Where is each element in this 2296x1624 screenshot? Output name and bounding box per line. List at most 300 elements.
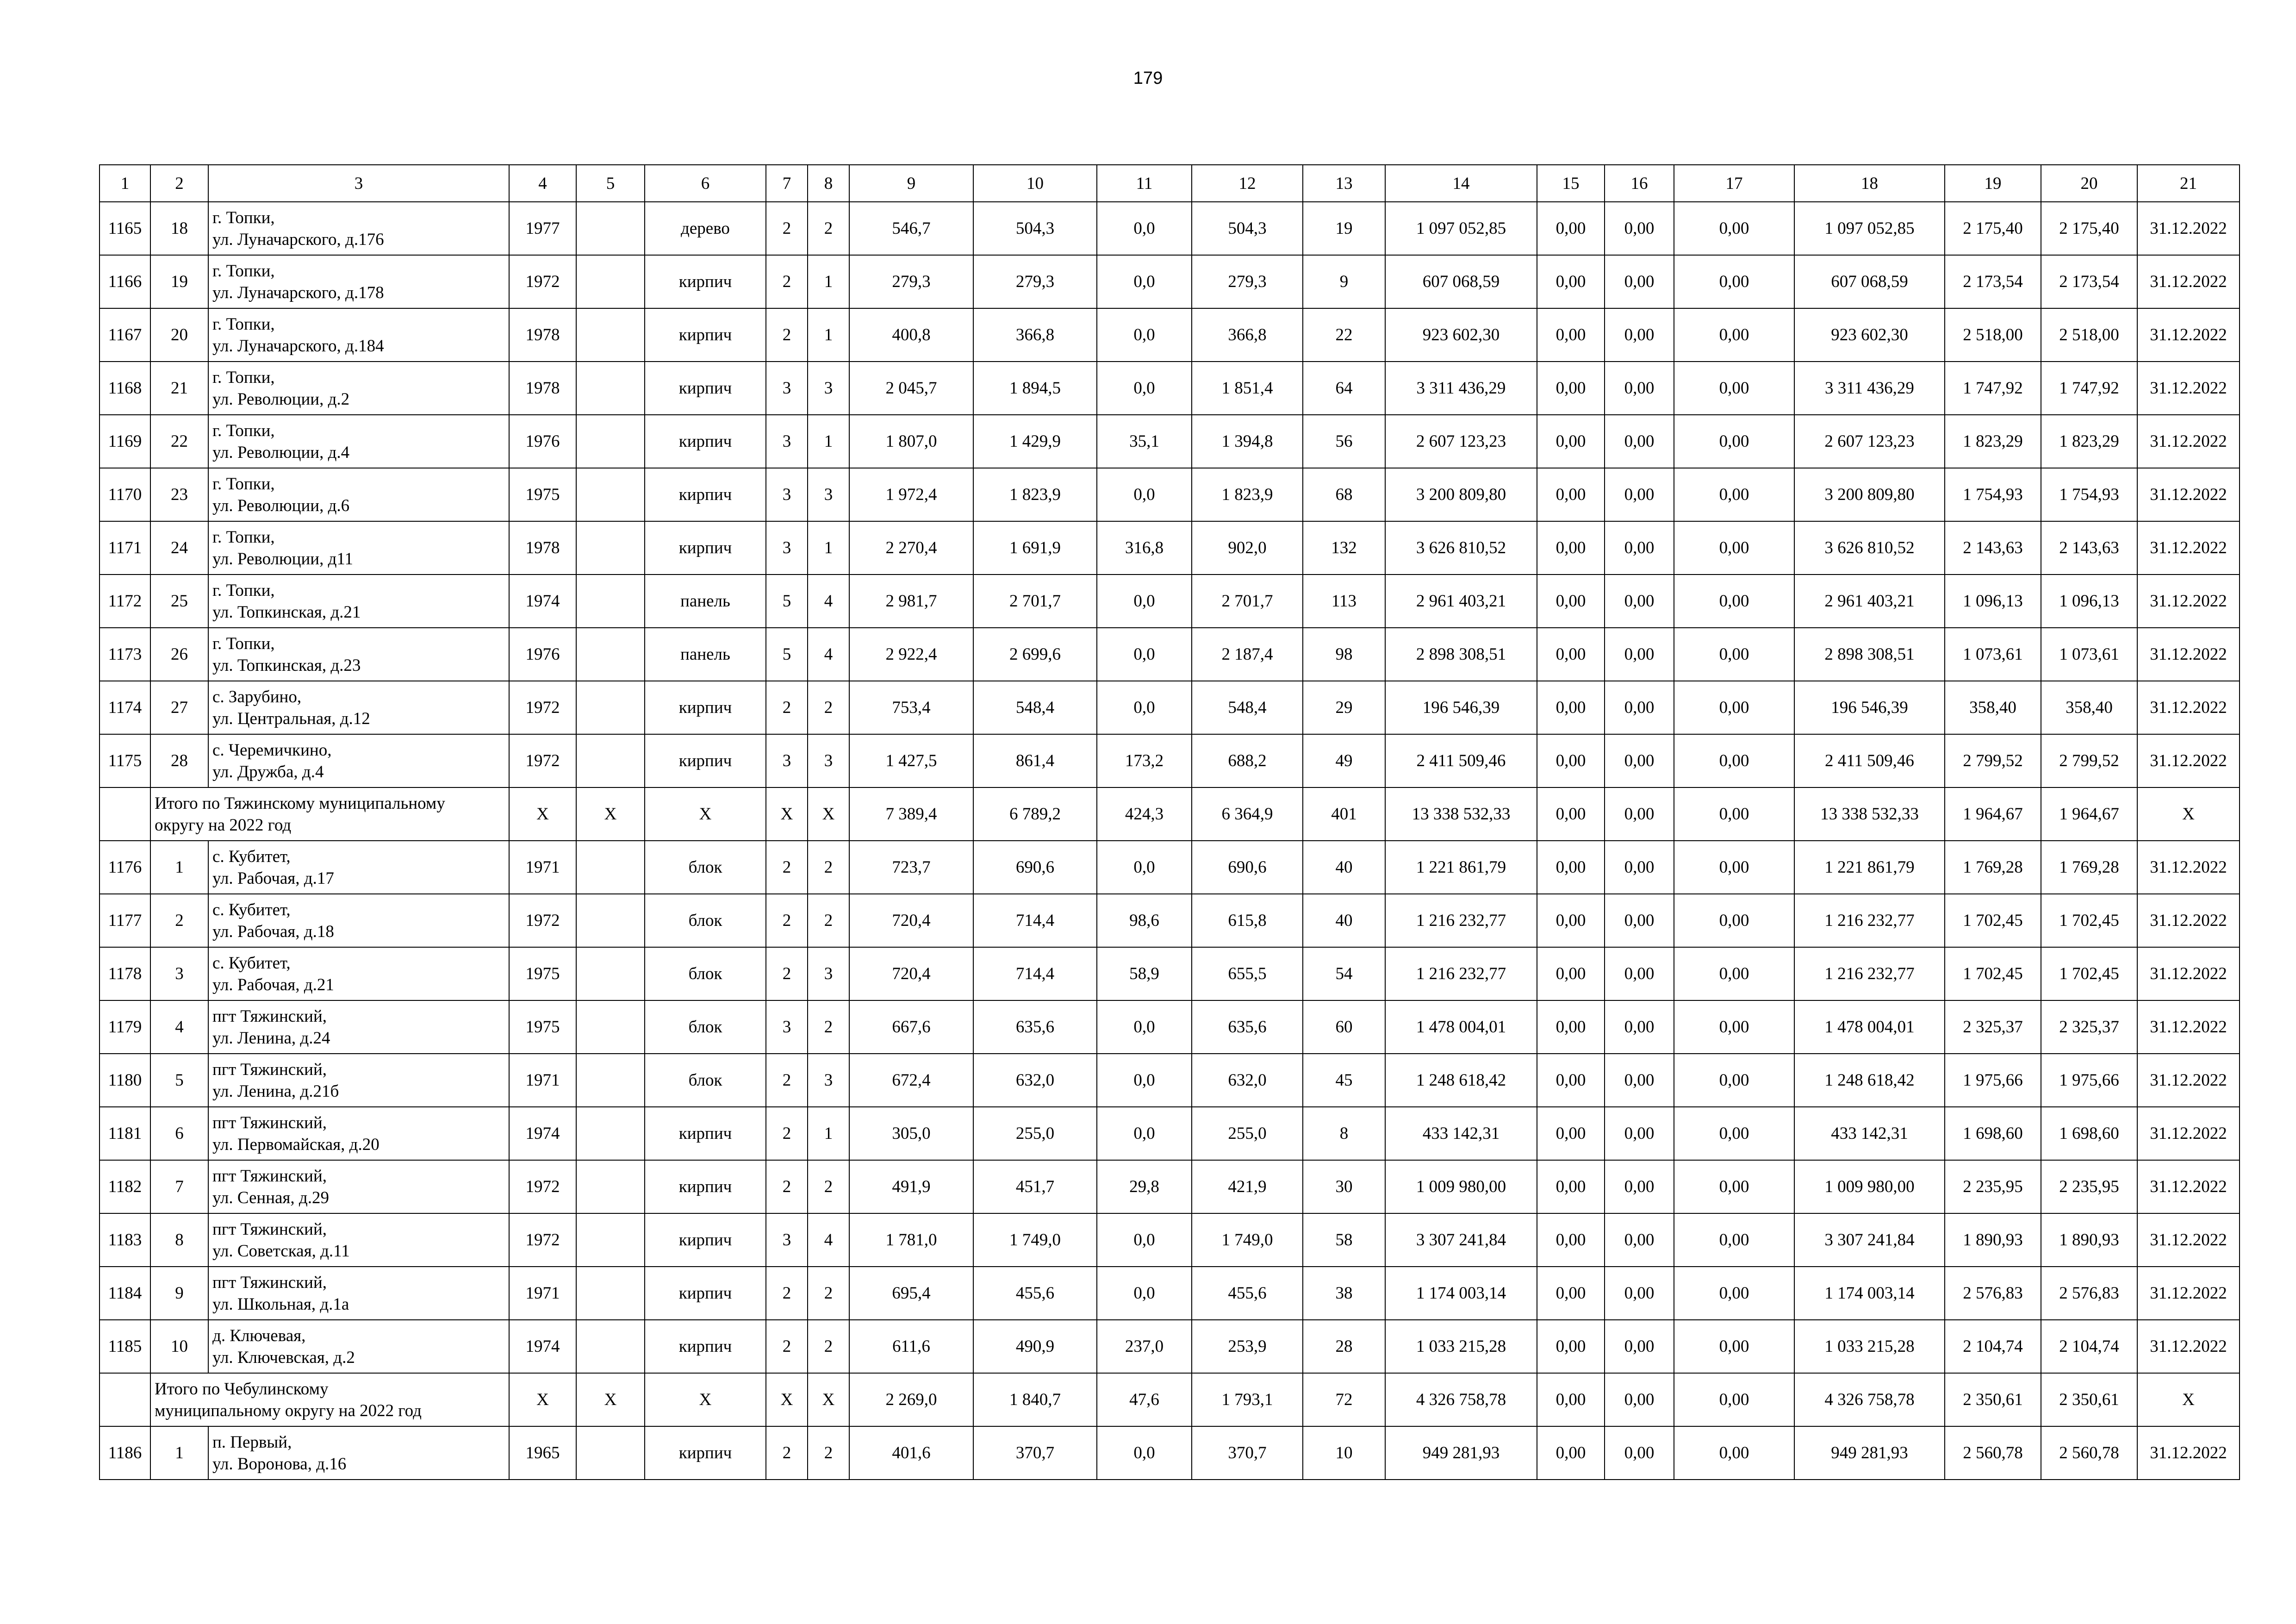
cell-c15: 0,00: [1537, 468, 1605, 521]
cell-c7: 2: [766, 1320, 808, 1373]
cell-c13: 38: [1303, 1267, 1385, 1320]
column-number-cell: 16: [1605, 165, 1674, 202]
cell-c11: 0,0: [1097, 1107, 1192, 1160]
cell-c9: 667,6: [849, 1000, 973, 1054]
column-number-cell: 8: [808, 165, 849, 202]
cell-c18: 3 307 241,84: [1794, 1213, 1945, 1267]
cell-c15: 0,00: [1537, 1426, 1605, 1480]
cell-c13: 56: [1303, 415, 1385, 468]
cell-c15: 0,00: [1537, 202, 1605, 255]
cell-c7: 2: [766, 1107, 808, 1160]
cell-c15: 0,00: [1537, 841, 1605, 894]
table-row: [100, 681, 2240, 734]
cell-c8: 1: [808, 415, 849, 468]
cell-c11: 0,0: [1097, 468, 1192, 521]
cell-c12: 2 701,7: [1192, 575, 1303, 628]
cell-c10: 6 789,2: [973, 787, 1097, 841]
cell-year: 1972: [509, 894, 576, 947]
cell-c5: X: [576, 1373, 645, 1426]
cell-c11: 29,8: [1097, 1160, 1192, 1213]
cell-c10: 861,4: [973, 734, 1097, 787]
cell-c17: 0,00: [1674, 1107, 1794, 1160]
cell-c7: 2: [766, 202, 808, 255]
cell-c9: 400,8: [849, 308, 973, 362]
cell-c19: 1 096,13: [1945, 575, 2041, 628]
cell-c21: 31.12.2022: [2137, 1054, 2240, 1107]
cell-c17: 0,00: [1674, 202, 1794, 255]
cell-c11: 173,2: [1097, 734, 1192, 787]
address-cell-line-1: г. Топки,: [212, 368, 275, 387]
address-cell-line-1: пгт Тяжинский,: [212, 1060, 327, 1079]
cell-c19: 2 175,40: [1945, 202, 2041, 255]
cell-c9: 546,7: [849, 202, 973, 255]
cell-c20: 1 754,93: [2041, 468, 2137, 521]
cell-c8: 2: [808, 894, 849, 947]
cell-material: блок: [645, 947, 766, 1000]
cell-year: 1974: [509, 1107, 576, 1160]
cell-c17: 0,00: [1674, 1373, 1794, 1426]
cell-c21: 31.12.2022: [2137, 1160, 2240, 1213]
cell-c5: [576, 1320, 645, 1373]
cell-c11: 316,8: [1097, 521, 1192, 575]
cell-c10: 255,0: [973, 1107, 1097, 1160]
cell-c12: 690,6: [1192, 841, 1303, 894]
cell-c11: 0,0: [1097, 681, 1192, 734]
housing-registry-table: [99, 164, 2240, 1480]
cell-year: 1974: [509, 1320, 576, 1373]
address-cell: [208, 575, 509, 628]
cell-c12: 632,0: [1192, 1054, 1303, 1107]
cell-c10: 1 823,9: [973, 468, 1097, 521]
cell-c9: 695,4: [849, 1267, 973, 1320]
address-cell: [208, 947, 509, 1000]
cell-c5: [576, 202, 645, 255]
cell-c12: 1 823,9: [1192, 468, 1303, 521]
address-cell-line-2: ул. Рабочая, д.21: [212, 975, 334, 994]
cell-c8: X: [808, 787, 849, 841]
cell-c14: 3 311 436,29: [1385, 362, 1537, 415]
cell-c12: 366,8: [1192, 308, 1303, 362]
cell-c9: 1 781,0: [849, 1213, 973, 1267]
row-number: 1170: [100, 468, 150, 521]
subtotal-label: [150, 787, 509, 841]
cell-c10: 1 691,9: [973, 521, 1097, 575]
row-number: 1173: [100, 628, 150, 681]
cell-c8: 1: [808, 308, 849, 362]
address-cell: [208, 1054, 509, 1107]
cell-c8: 3: [808, 1054, 849, 1107]
cell-c13: 28: [1303, 1320, 1385, 1373]
column-number-cell: 12: [1192, 165, 1303, 202]
cell-c16: 0,00: [1605, 1426, 1674, 1480]
cell-c15: 0,00: [1537, 734, 1605, 787]
row-number: 1180: [100, 1054, 150, 1107]
cell-c15: 0,00: [1537, 1267, 1605, 1320]
cell-c19: 1 747,92: [1945, 362, 2041, 415]
cell-c18: 196 546,39: [1794, 681, 1945, 734]
cell-c18: 3 311 436,29: [1794, 362, 1945, 415]
cell-c16: 0,00: [1605, 1107, 1674, 1160]
cell-c10: 548,4: [973, 681, 1097, 734]
cell-year: 1971: [509, 1054, 576, 1107]
cell-c18: 1 033 215,28: [1794, 1320, 1945, 1373]
cell-c16: 0,00: [1605, 308, 1674, 362]
address-cell-line-1: п. Первый,: [212, 1432, 292, 1452]
cell-c16: 0,00: [1605, 1267, 1674, 1320]
cell-c9: 401,6: [849, 1426, 973, 1480]
cell-c20: 2 173,54: [2041, 255, 2137, 308]
column-number-cell: 2: [150, 165, 208, 202]
cell-c12: 1 394,8: [1192, 415, 1303, 468]
cell-c10: 2 701,7: [973, 575, 1097, 628]
cell-c14: 1 174 003,14: [1385, 1267, 1537, 1320]
cell-c5: [576, 894, 645, 947]
cell-c20: 1 975,66: [2041, 1054, 2137, 1107]
row-number: 1175: [100, 734, 150, 787]
cell-c13: 60: [1303, 1000, 1385, 1054]
cell-c5: [576, 1054, 645, 1107]
cell-material: кирпич: [645, 681, 766, 734]
cell-year: 1975: [509, 1000, 576, 1054]
address-cell-line-2: ул. Рабочая, д.18: [212, 922, 334, 941]
cell-c9: 2 045,7: [849, 362, 973, 415]
cell-c5: [576, 521, 645, 575]
cell-c11: 0,0: [1097, 1426, 1192, 1480]
cell-c11: 98,6: [1097, 894, 1192, 947]
table-row: [100, 1320, 2240, 1373]
cell-material: блок: [645, 841, 766, 894]
cell-c15: 0,00: [1537, 1373, 1605, 1426]
cell-c13: 132: [1303, 521, 1385, 575]
cell-c13: 49: [1303, 734, 1385, 787]
cell-c10: 714,4: [973, 947, 1097, 1000]
cell-c11: 0,0: [1097, 628, 1192, 681]
cell-c5: [576, 1213, 645, 1267]
cell-c9: 491,9: [849, 1160, 973, 1213]
cell-c5: [576, 415, 645, 468]
cell-material: кирпич: [645, 468, 766, 521]
cell-c19: 1 769,28: [1945, 841, 2041, 894]
cell-material: кирпич: [645, 1426, 766, 1480]
cell-c18: 1 097 052,85: [1794, 202, 1945, 255]
cell-c10: 2 699,6: [973, 628, 1097, 681]
cell-c21: 31.12.2022: [2137, 841, 2240, 894]
cell-c7: 3: [766, 734, 808, 787]
row-number: 1167: [100, 308, 150, 362]
column-number-row: [100, 165, 2240, 202]
address-cell: [208, 468, 509, 521]
cell-material: панель: [645, 628, 766, 681]
cell-c10: 504,3: [973, 202, 1097, 255]
cell-year: 1976: [509, 415, 576, 468]
cell-c10: 1 429,9: [973, 415, 1097, 468]
cell-c8: 3: [808, 734, 849, 787]
row-number: 1166: [100, 255, 150, 308]
address-cell: [208, 1107, 509, 1160]
cell-c19: 2 325,37: [1945, 1000, 2041, 1054]
column-number-cell: 15: [1537, 165, 1605, 202]
cell-c17: 0,00: [1674, 468, 1794, 521]
cell-c18: 433 142,31: [1794, 1107, 1945, 1160]
cell-c7: 2: [766, 1054, 808, 1107]
address-cell-line-1: с. Кубитет,: [212, 847, 291, 866]
cell-year: 1971: [509, 1267, 576, 1320]
cell-c21: 31.12.2022: [2137, 1426, 2240, 1480]
local-number: 3: [150, 947, 208, 1000]
cell-c17: 0,00: [1674, 415, 1794, 468]
cell-c11: 0,0: [1097, 1000, 1192, 1054]
cell-c19: 1 964,67: [1945, 787, 2041, 841]
table-row: [100, 308, 2240, 362]
cell-c19: 1 073,61: [1945, 628, 2041, 681]
cell-material: кирпич: [645, 521, 766, 575]
cell-c21: 31.12.2022: [2137, 1213, 2240, 1267]
cell-c16: 0,00: [1605, 255, 1674, 308]
cell-c7: 2: [766, 841, 808, 894]
column-number-cell: 14: [1385, 165, 1537, 202]
cell-year: 1978: [509, 362, 576, 415]
cell-c9: 720,4: [849, 894, 973, 947]
cell-c20: 1 769,28: [2041, 841, 2137, 894]
address-cell: [208, 681, 509, 734]
cell-c14: 433 142,31: [1385, 1107, 1537, 1160]
cell-c19: 2 235,95: [1945, 1160, 2041, 1213]
cell-c10: 1 749,0: [973, 1213, 1097, 1267]
address-cell: [208, 202, 509, 255]
local-number: 25: [150, 575, 208, 628]
cell-c19: 2 518,00: [1945, 308, 2041, 362]
row-number: 1165: [100, 202, 150, 255]
cell-c5: [576, 1426, 645, 1480]
table-row: [100, 415, 2240, 468]
cell-c7: 3: [766, 1000, 808, 1054]
cell-material: кирпич: [645, 1267, 766, 1320]
cell-c16: 0,00: [1605, 787, 1674, 841]
cell-c18: 3 200 809,80: [1794, 468, 1945, 521]
cell-c19: 2 104,74: [1945, 1320, 2041, 1373]
address-cell: [208, 841, 509, 894]
address-cell-line-1: пгт Тяжинский,: [212, 1166, 327, 1186]
local-number: 18: [150, 202, 208, 255]
cell-c5: [576, 681, 645, 734]
cell-c11: 237,0: [1097, 1320, 1192, 1373]
cell-c20: 2 143,63: [2041, 521, 2137, 575]
cell-c9: 2 922,4: [849, 628, 973, 681]
address-cell: [208, 521, 509, 575]
cell-c12: 548,4: [1192, 681, 1303, 734]
address-cell-line-1: г. Топки,: [212, 634, 275, 653]
cell-c12: 635,6: [1192, 1000, 1303, 1054]
cell-c19: 1 975,66: [1945, 1054, 2041, 1107]
cell-c18: 1 174 003,14: [1794, 1267, 1945, 1320]
row-number: 1179: [100, 1000, 150, 1054]
cell-c17: 0,00: [1674, 734, 1794, 787]
address-cell-line-1: пгт Тяжинский,: [212, 1113, 327, 1132]
cell-c13: 19: [1303, 202, 1385, 255]
cell-c17: 0,00: [1674, 308, 1794, 362]
address-cell: [208, 415, 509, 468]
cell-c16: 0,00: [1605, 468, 1674, 521]
address-cell: [208, 1213, 509, 1267]
column-number-cell: 21: [2137, 165, 2240, 202]
cell-c14: 1 009 980,00: [1385, 1160, 1537, 1213]
cell-c11: 0,0: [1097, 1267, 1192, 1320]
address-cell-line-2: ул. Советская, д.11: [212, 1241, 350, 1261]
address-cell-line-2: ул. Ключевская, д.2: [212, 1348, 355, 1367]
cell-material: кирпич: [645, 255, 766, 308]
column-number-cell: 18: [1794, 165, 1945, 202]
cell-c21: 31.12.2022: [2137, 894, 2240, 947]
cell-material: кирпич: [645, 362, 766, 415]
cell-c19: 2 350,61: [1945, 1373, 2041, 1426]
cell-c9: 1 807,0: [849, 415, 973, 468]
cell-c5: [576, 628, 645, 681]
cell-c10: 714,4: [973, 894, 1097, 947]
cell-c18: 2 411 509,46: [1794, 734, 1945, 787]
row-number: 1174: [100, 681, 150, 734]
cell-c15: 0,00: [1537, 575, 1605, 628]
cell-c15: 0,00: [1537, 1107, 1605, 1160]
cell-c15: 0,00: [1537, 681, 1605, 734]
cell-c11: 58,9: [1097, 947, 1192, 1000]
cell-c12: 1 793,1: [1192, 1373, 1303, 1426]
table-row: [100, 1160, 2240, 1213]
address-cell-line-2: ул. Луначарского, д.178: [212, 283, 384, 302]
cell-c18: 1 009 980,00: [1794, 1160, 1945, 1213]
column-number-cell: 5: [576, 165, 645, 202]
table-row: [100, 894, 2240, 947]
cell-c14: 923 602,30: [1385, 308, 1537, 362]
cell-c14: 1 033 215,28: [1385, 1320, 1537, 1373]
table-row: [100, 1107, 2240, 1160]
cell-c5: [576, 1160, 645, 1213]
cell-c5: [576, 575, 645, 628]
cell-c20: 1 823,29: [2041, 415, 2137, 468]
cell-c13: 40: [1303, 894, 1385, 947]
cell-c13: 29: [1303, 681, 1385, 734]
cell-c9: 7 389,4: [849, 787, 973, 841]
cell-c13: 72: [1303, 1373, 1385, 1426]
cell-c5: X: [576, 787, 645, 841]
cell-c10: 370,7: [973, 1426, 1097, 1480]
cell-c13: 45: [1303, 1054, 1385, 1107]
table-row: [100, 1426, 2240, 1480]
cell-c15: 0,00: [1537, 947, 1605, 1000]
subtotal-label-line-2: муниципальному округу на 2022 год: [155, 1401, 422, 1420]
cell-c16: 0,00: [1605, 1213, 1674, 1267]
cell-c21: X: [2137, 787, 2240, 841]
cell-c18: 1 478 004,01: [1794, 1000, 1945, 1054]
empty-cell: [100, 1373, 150, 1426]
cell-c20: 2 799,52: [2041, 734, 2137, 787]
cell-c8: 2: [808, 1267, 849, 1320]
cell-c20: 2 576,83: [2041, 1267, 2137, 1320]
cell-c12: 504,3: [1192, 202, 1303, 255]
address-cell: [208, 894, 509, 947]
cell-c12: 455,6: [1192, 1267, 1303, 1320]
subtotal-label: [150, 1373, 509, 1426]
address-cell: [208, 1320, 509, 1373]
cell-year: 1978: [509, 521, 576, 575]
cell-year: 1974: [509, 575, 576, 628]
cell-c17: 0,00: [1674, 681, 1794, 734]
cell-c15: 0,00: [1537, 787, 1605, 841]
cell-c17: 0,00: [1674, 1213, 1794, 1267]
cell-c5: [576, 1000, 645, 1054]
cell-c15: 0,00: [1537, 1000, 1605, 1054]
cell-c8: 2: [808, 681, 849, 734]
cell-c11: 35,1: [1097, 415, 1192, 468]
cell-c13: 30: [1303, 1160, 1385, 1213]
cell-c19: 1 754,93: [1945, 468, 2041, 521]
cell-c20: 1 964,67: [2041, 787, 2137, 841]
cell-c14: 2 411 509,46: [1385, 734, 1537, 787]
cell-c13: 58: [1303, 1213, 1385, 1267]
cell-c15: 0,00: [1537, 521, 1605, 575]
cell-year: X: [509, 1373, 576, 1426]
table-row: [100, 521, 2240, 575]
cell-c7: 5: [766, 628, 808, 681]
cell-c7: 2: [766, 308, 808, 362]
row-number: 1185: [100, 1320, 150, 1373]
cell-c20: 1 702,45: [2041, 947, 2137, 1000]
cell-c13: 113: [1303, 575, 1385, 628]
table-row: [100, 947, 2240, 1000]
cell-c13: 9: [1303, 255, 1385, 308]
cell-c5: [576, 1267, 645, 1320]
local-number: 1: [150, 1426, 208, 1480]
cell-c14: 1 216 232,77: [1385, 947, 1537, 1000]
local-number: 19: [150, 255, 208, 308]
cell-c21: 31.12.2022: [2137, 415, 2240, 468]
subtotal-label-line-2: округу на 2022 год: [155, 815, 292, 835]
cell-c19: 1 698,60: [1945, 1107, 2041, 1160]
cell-c9: 672,4: [849, 1054, 973, 1107]
local-number: 9: [150, 1267, 208, 1320]
cell-c11: 0,0: [1097, 202, 1192, 255]
page-number: 179: [1133, 69, 1163, 88]
cell-c21: 31.12.2022: [2137, 362, 2240, 415]
cell-c14: 1 216 232,77: [1385, 894, 1537, 947]
address-cell: [208, 362, 509, 415]
cell-c20: 2 350,61: [2041, 1373, 2137, 1426]
address-cell: [208, 628, 509, 681]
cell-material: блок: [645, 1054, 766, 1107]
cell-c15: 0,00: [1537, 255, 1605, 308]
table-row: [100, 841, 2240, 894]
cell-c7: X: [766, 787, 808, 841]
cell-c15: 0,00: [1537, 415, 1605, 468]
cell-c20: 1 698,60: [2041, 1107, 2137, 1160]
cell-c16: 0,00: [1605, 575, 1674, 628]
cell-c9: 2 270,4: [849, 521, 973, 575]
cell-c11: 0,0: [1097, 308, 1192, 362]
column-number-cell: 6: [645, 165, 766, 202]
row-number: 1176: [100, 841, 150, 894]
cell-c19: 2 173,54: [1945, 255, 2041, 308]
address-cell-line-1: г. Топки,: [212, 474, 275, 493]
cell-c20: 2 560,78: [2041, 1426, 2137, 1480]
cell-c16: 0,00: [1605, 1320, 1674, 1373]
cell-c19: 2 560,78: [1945, 1426, 2041, 1480]
cell-c5: [576, 308, 645, 362]
cell-c7: 2: [766, 1160, 808, 1213]
cell-c15: 0,00: [1537, 1160, 1605, 1213]
cell-c20: 358,40: [2041, 681, 2137, 734]
cell-c15: 0,00: [1537, 894, 1605, 947]
cell-c11: 0,0: [1097, 841, 1192, 894]
cell-c17: 0,00: [1674, 841, 1794, 894]
